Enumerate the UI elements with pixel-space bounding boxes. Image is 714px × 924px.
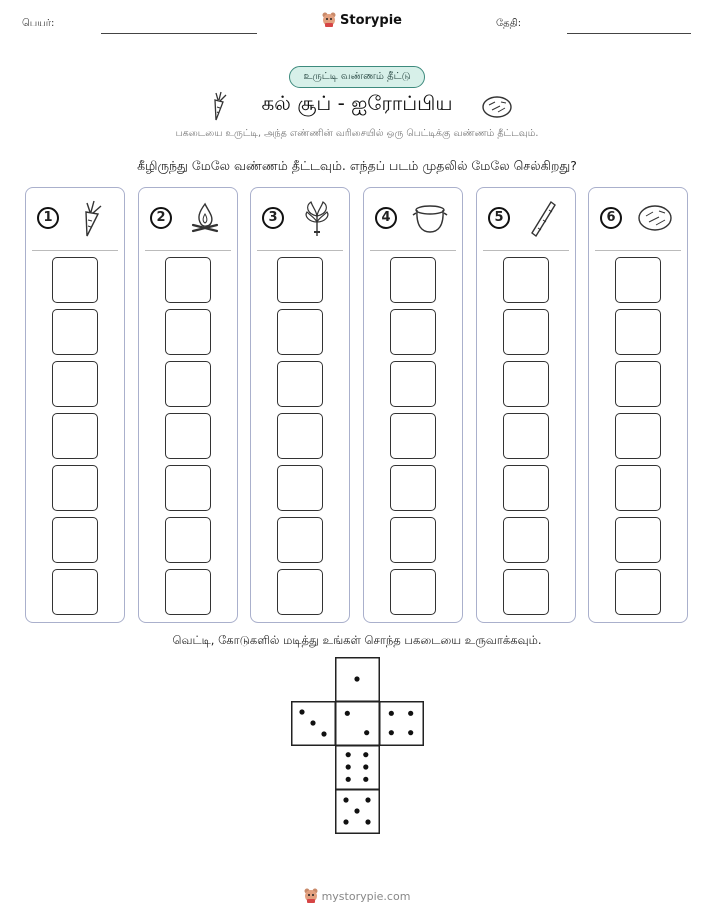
column-6 (588, 187, 688, 623)
herbs-icon (299, 198, 335, 238)
column-divider (370, 250, 456, 251)
color-box[interactable] (390, 517, 436, 563)
color-box[interactable] (390, 413, 436, 459)
color-box[interactable] (390, 569, 436, 615)
color-box[interactable] (277, 413, 323, 459)
stick-icon (525, 198, 561, 238)
column-5 (476, 187, 576, 623)
color-box[interactable] (503, 517, 549, 563)
color-box[interactable] (165, 309, 211, 355)
color-box[interactable] (52, 517, 98, 563)
column-divider (483, 250, 569, 251)
color-box[interactable] (615, 257, 661, 303)
name-label: பெயர்: (22, 18, 55, 29)
color-box[interactable] (52, 361, 98, 407)
storypie-mascot-icon (322, 12, 336, 28)
color-box[interactable] (165, 465, 211, 511)
column-number: 1 (37, 207, 59, 229)
brand-logo (322, 12, 402, 28)
dice-face-2 (335, 701, 380, 746)
color-box[interactable] (503, 413, 549, 459)
color-box[interactable] (52, 257, 98, 303)
color-box[interactable] (277, 257, 323, 303)
stone-icon (637, 198, 673, 238)
date-line[interactable] (567, 33, 691, 34)
column-divider (145, 250, 231, 251)
pot-icon (412, 198, 448, 238)
name-line[interactable] (101, 33, 257, 34)
color-box[interactable] (615, 361, 661, 407)
color-box[interactable] (52, 465, 98, 511)
color-box[interactable] (277, 309, 323, 355)
date-label: தேதி: (496, 18, 522, 29)
column-3 (250, 187, 350, 623)
column-number: 3 (262, 207, 284, 229)
color-box[interactable] (503, 257, 549, 303)
color-box[interactable] (390, 361, 436, 407)
dice-face-1 (335, 657, 380, 702)
color-box[interactable] (503, 361, 549, 407)
color-box[interactable] (277, 569, 323, 615)
color-box[interactable] (503, 569, 549, 615)
color-box[interactable] (277, 465, 323, 511)
cut-instruction: வெட்டி, கோடுகளில் மடித்து உங்கள் சொந்த பகடையை உருவாக்கவும். (172, 633, 542, 647)
footer-url: mystorypie.com (321, 889, 411, 903)
color-box[interactable] (165, 257, 211, 303)
color-box[interactable] (390, 257, 436, 303)
column-divider (32, 250, 118, 251)
dice-face-5 (335, 789, 380, 834)
color-box[interactable] (615, 413, 661, 459)
column-number: 2 (150, 207, 172, 229)
color-box[interactable] (277, 361, 323, 407)
dice-face-4 (379, 701, 424, 746)
brand-name: Storypie (340, 12, 402, 28)
color-instruction: கீழிருந்து மேலே வண்ணம் தீட்டவும். எந்தப் படம் முதலில் மேலே செல்கிறது? (137, 158, 577, 173)
column-2 (138, 187, 238, 623)
carrot-icon (74, 198, 110, 238)
column-number: 5 (488, 207, 510, 229)
color-box[interactable] (390, 465, 436, 511)
color-box[interactable] (165, 569, 211, 615)
color-box[interactable] (52, 569, 98, 615)
dice-face-6 (335, 745, 380, 790)
storypie-mascot-icon (304, 888, 318, 904)
column-divider (595, 250, 681, 251)
footer (0, 888, 714, 904)
column-4 (363, 187, 463, 623)
page-subtitle: பகடையை உருட்டி, அந்த எண்ணின் வரிசையில் ஒரு பெட்டிக்கு வண்ணம் தீட்டவும். (175, 128, 539, 139)
page-title: கல் சூப் - ஐரோப்பிய (261, 91, 453, 115)
color-box[interactable] (165, 361, 211, 407)
color-box[interactable] (615, 465, 661, 511)
color-box[interactable] (503, 309, 549, 355)
column-1 (25, 187, 125, 623)
color-box[interactable] (615, 309, 661, 355)
column-divider (257, 250, 343, 251)
activity-badge: உருட்டி வண்ணம் தீட்டு (289, 66, 425, 88)
column-number: 6 (600, 207, 622, 229)
dice-face-3 (291, 701, 336, 746)
column-number: 4 (375, 207, 397, 229)
color-box[interactable] (503, 465, 549, 511)
color-box[interactable] (52, 413, 98, 459)
color-box[interactable] (390, 309, 436, 355)
color-box[interactable] (615, 517, 661, 563)
stone-icon (481, 95, 513, 119)
color-box[interactable] (615, 569, 661, 615)
color-box[interactable] (165, 517, 211, 563)
color-box[interactable] (277, 517, 323, 563)
campfire-icon (187, 198, 223, 238)
color-box[interactable] (52, 309, 98, 355)
color-box[interactable] (165, 413, 211, 459)
